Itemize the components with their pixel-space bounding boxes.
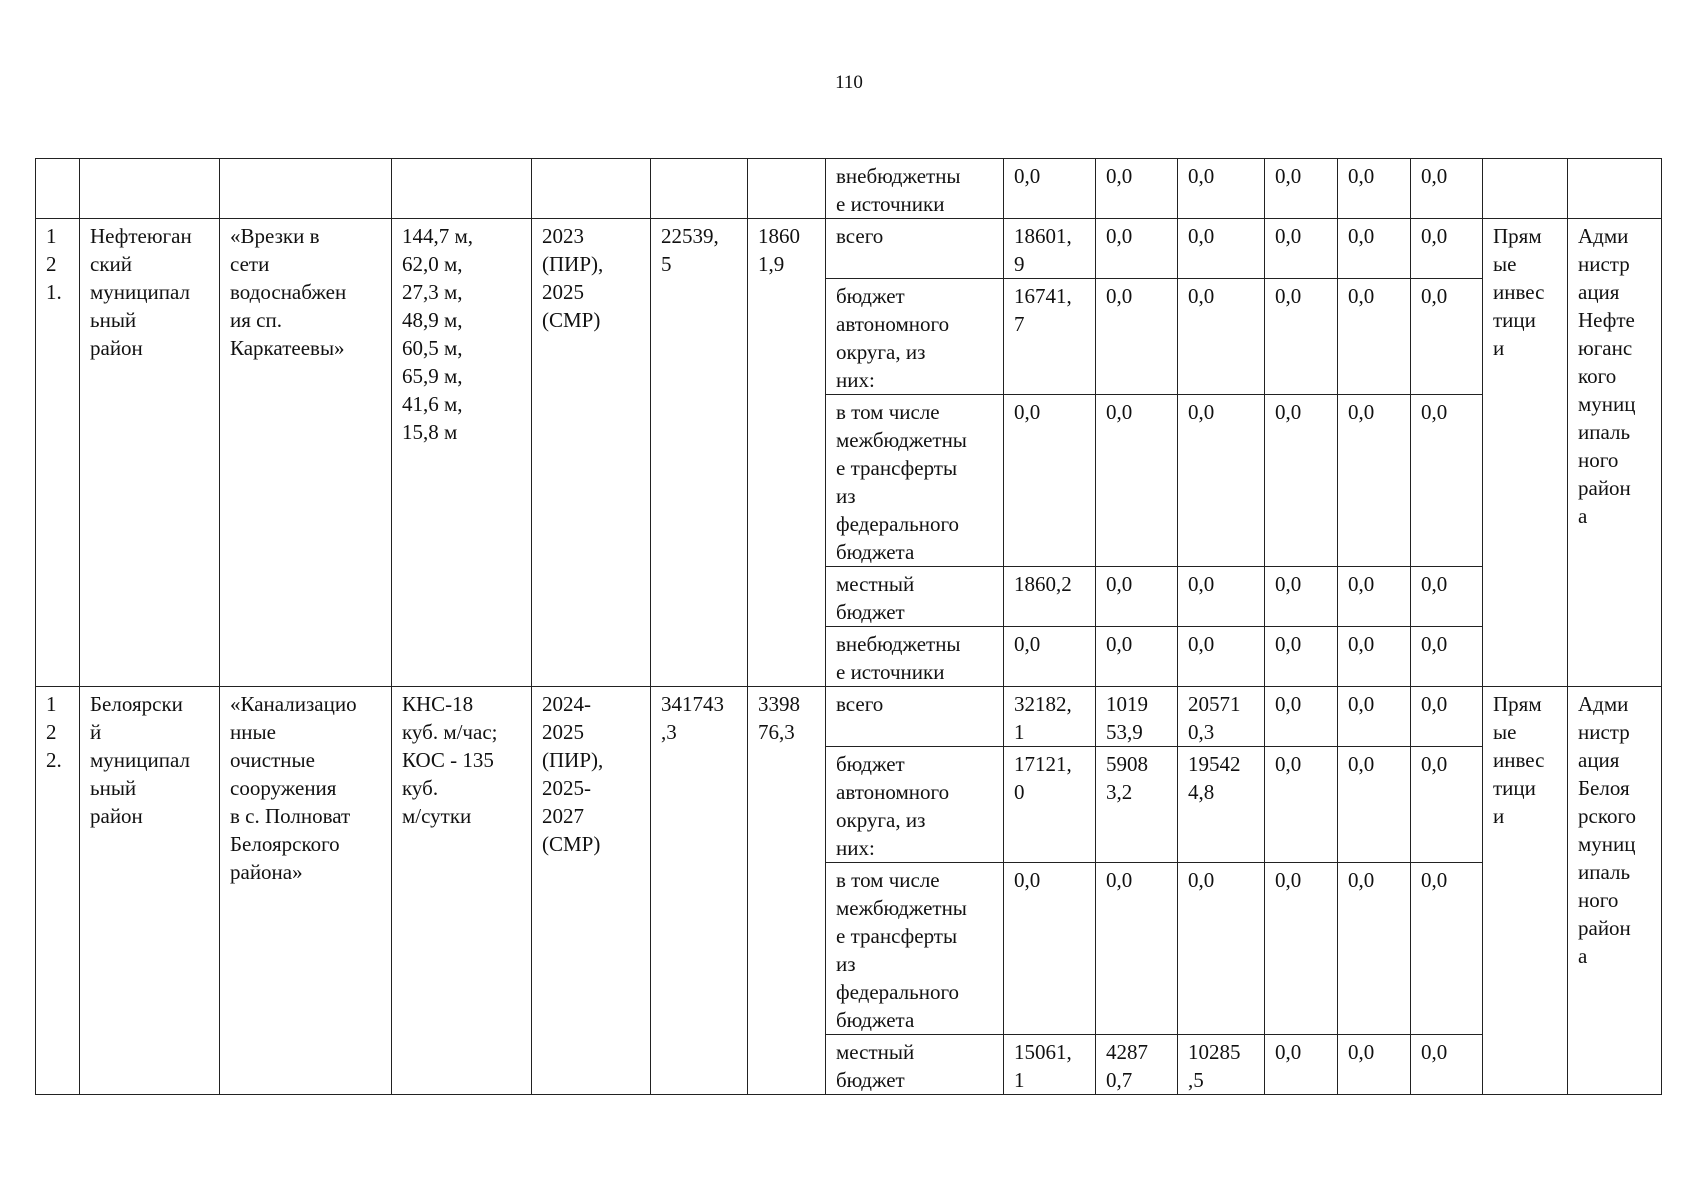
- source-cell: всего: [826, 219, 1004, 279]
- value-cell: 0,0: [1265, 1035, 1338, 1095]
- customer-cell: [1568, 159, 1662, 219]
- value-cell: 0,0: [1004, 863, 1096, 1035]
- customer-cell: Адми нистр ация Белоя рского муниц ипаль ного район а: [1568, 687, 1662, 1095]
- value-cell: 0,0: [1338, 863, 1411, 1035]
- source-cell: бюджет автономного округа, из них:: [826, 747, 1004, 863]
- source-cell: внебюджетны е источники: [826, 627, 1004, 687]
- value-cell: 0,0: [1265, 279, 1338, 395]
- value-cell: 4287 0,7: [1096, 1035, 1178, 1095]
- value-cell: 0,0: [1411, 279, 1483, 395]
- value-cell: 17121, 0: [1004, 747, 1096, 863]
- cost-cell: 341743 ,3: [651, 687, 748, 1095]
- value-cell: 0,0: [1411, 159, 1483, 219]
- table-row: [36, 219, 1662, 279]
- object-cell: «Канализацио нные очистные сооружения в с. Полноват Белоярского района»: [220, 687, 392, 1095]
- capacity-cell: 144,7 м, 62,0 м, 27,3 м, 48,9 м, 60,5 м, 65,9 м, 41,6 м, 15,8 м: [392, 219, 532, 687]
- period-cell: 2024- 2025 (ПИР), 2025- 2027 (СМР): [532, 687, 651, 1095]
- value-cell: 0,0: [1178, 219, 1265, 279]
- page-number: 110: [835, 72, 863, 93]
- value-cell: 0,0: [1178, 159, 1265, 219]
- value-cell: 0,0: [1338, 687, 1411, 747]
- value-cell: 0,0: [1265, 627, 1338, 687]
- value-cell: 0,0: [1265, 687, 1338, 747]
- value-cell: 0,0: [1178, 567, 1265, 627]
- num-cell: 1 2 1.: [36, 219, 80, 687]
- budget-table: [35, 158, 1662, 1095]
- value-cell: 0,0: [1178, 863, 1265, 1035]
- value-cell: 0,0: [1096, 159, 1178, 219]
- table-row: [36, 159, 1662, 219]
- value-cell: 0,0: [1096, 863, 1178, 1035]
- object-cell: «Врезки в сети водоснабжен ия сп. Каркатеевы»: [220, 219, 392, 687]
- value-cell: 0,0: [1338, 567, 1411, 627]
- cost-cell: [651, 159, 748, 219]
- value-cell: 16741, 7: [1004, 279, 1096, 395]
- value-cell: 0,0: [1265, 219, 1338, 279]
- funding-type-cell: Прям ые инвес тици и: [1483, 687, 1568, 1095]
- value-cell: 0,0: [1265, 395, 1338, 567]
- value-cell: 0,0: [1004, 159, 1096, 219]
- district-cell: Нефтеюган ский муниципал ьный район: [80, 219, 220, 687]
- value-cell: 10285 ,5: [1178, 1035, 1265, 1095]
- funding-type-cell: Прям ые инвес тици и: [1483, 219, 1568, 687]
- period-cell: [532, 159, 651, 219]
- value-cell: 20571 0,3: [1178, 687, 1265, 747]
- value-cell: 0,0: [1411, 1035, 1483, 1095]
- balance-cell: [748, 159, 826, 219]
- value-cell: 0,0: [1004, 627, 1096, 687]
- value-cell: 32182, 1: [1004, 687, 1096, 747]
- object-cell: [220, 159, 392, 219]
- value-cell: 0,0: [1096, 627, 1178, 687]
- value-cell: 0,0: [1411, 395, 1483, 567]
- value-cell: 19542 4,8: [1178, 747, 1265, 863]
- balance-cell: 1860 1,9: [748, 219, 826, 687]
- source-cell: местный бюджет: [826, 567, 1004, 627]
- cost-cell: 22539, 5: [651, 219, 748, 687]
- value-cell: 18601, 9: [1004, 219, 1096, 279]
- source-cell: в том числе межбюджетны е трансферты из федерального бюджета: [826, 863, 1004, 1035]
- value-cell: 0,0: [1338, 219, 1411, 279]
- capacity-cell: КНС-18 куб. м/час; КОС - 135 куб. м/сутки: [392, 687, 532, 1095]
- source-cell: местный бюджет: [826, 1035, 1004, 1095]
- capacity-cell: [392, 159, 532, 219]
- source-cell: внебюджетны е источники: [826, 159, 1004, 219]
- table-row: [36, 687, 1662, 747]
- value-cell: 0,0: [1411, 747, 1483, 863]
- value-cell: 0,0: [1265, 567, 1338, 627]
- value-cell: 0,0: [1411, 863, 1483, 1035]
- value-cell: 0,0: [1265, 863, 1338, 1035]
- balance-cell: 3398 76,3: [748, 687, 826, 1095]
- funding-type-cell: [1483, 159, 1568, 219]
- value-cell: 1019 53,9: [1096, 687, 1178, 747]
- value-cell: 0,0: [1178, 279, 1265, 395]
- value-cell: 0,0: [1004, 395, 1096, 567]
- customer-cell: Адми нистр ация Нефте юганс кого муниц ипаль ного район а: [1568, 219, 1662, 687]
- num-cell: [36, 159, 80, 219]
- district-cell: [80, 159, 220, 219]
- value-cell: 15061, 1: [1004, 1035, 1096, 1095]
- source-cell: в том числе межбюджетны е трансферты из федерального бюджета: [826, 395, 1004, 567]
- value-cell: 0,0: [1338, 159, 1411, 219]
- value-cell: 0,0: [1338, 747, 1411, 863]
- period-cell: 2023 (ПИР), 2025 (СМР): [532, 219, 651, 687]
- value-cell: 0,0: [1338, 279, 1411, 395]
- source-cell: бюджет автономного округа, из них:: [826, 279, 1004, 395]
- value-cell: 0,0: [1338, 1035, 1411, 1095]
- value-cell: 0,0: [1265, 159, 1338, 219]
- value-cell: 0,0: [1096, 279, 1178, 395]
- district-cell: Белоярски й муниципал ьный район: [80, 687, 220, 1095]
- value-cell: 0,0: [1411, 687, 1483, 747]
- value-cell: 0,0: [1338, 627, 1411, 687]
- value-cell: 0,0: [1096, 219, 1178, 279]
- value-cell: 0,0: [1411, 219, 1483, 279]
- value-cell: 1860,2: [1004, 567, 1096, 627]
- value-cell: 0,0: [1265, 747, 1338, 863]
- value-cell: 5908 3,2: [1096, 747, 1178, 863]
- source-cell: всего: [826, 687, 1004, 747]
- value-cell: 0,0: [1411, 567, 1483, 627]
- value-cell: 0,0: [1411, 627, 1483, 687]
- value-cell: 0,0: [1178, 627, 1265, 687]
- value-cell: 0,0: [1096, 567, 1178, 627]
- value-cell: 0,0: [1178, 395, 1265, 567]
- num-cell: 1 2 2.: [36, 687, 80, 1095]
- value-cell: 0,0: [1096, 395, 1178, 567]
- value-cell: 0,0: [1338, 395, 1411, 567]
